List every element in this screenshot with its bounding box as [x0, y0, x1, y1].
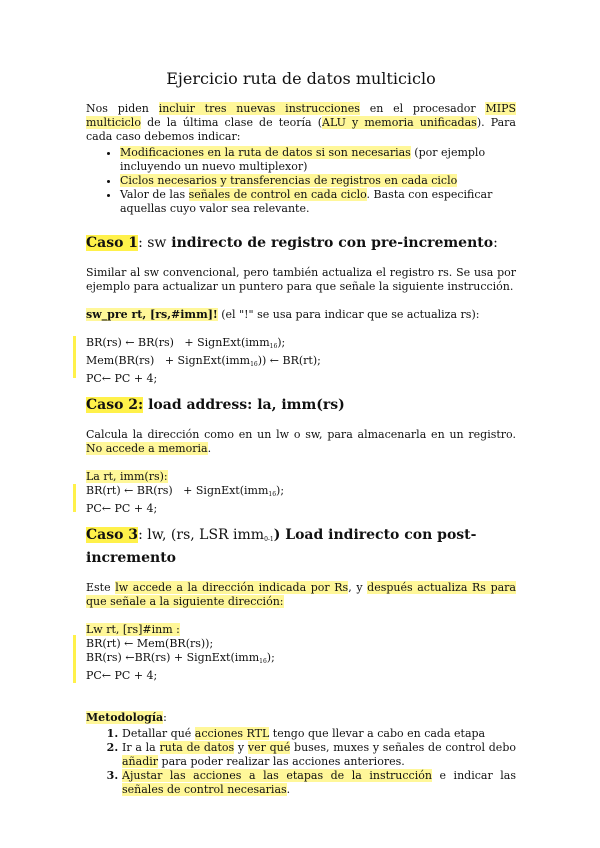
rtl-text: PC← PC + 4;: [86, 669, 158, 682]
page-title: Ejercicio ruta de datos multiciclo: [166, 69, 436, 88]
rtl-text: )) ← BR(rt);: [257, 354, 321, 367]
rtl-line: [86, 372, 516, 386]
step-text: e indicar las: [431, 769, 516, 782]
case3-desc-text: , y: [348, 581, 368, 594]
list-item: [122, 727, 516, 741]
rtl-text: );: [277, 336, 286, 349]
rtl-sub: 16: [259, 658, 267, 665]
step-text: para poder realizar las acciones anteriores.: [158, 755, 405, 768]
step-highlight: señales de control necesarias: [122, 783, 287, 796]
rtl-sub: 16: [268, 491, 277, 498]
case3-desc-text: Este: [86, 581, 116, 594]
list-item: [120, 188, 516, 216]
case3-description: [86, 581, 516, 609]
case1-sw: sw: [147, 235, 167, 251]
rtl-text: Mem(BR(rs) + SignExt(imm: [86, 354, 251, 367]
rtl-text: PC← PC + 4;: [86, 372, 158, 385]
methodology-list: [86, 727, 516, 797]
rtl-text: BR(rt) ← BR(rs) + SignExt(imm: [86, 484, 269, 497]
case3-title-sub: 0-1: [264, 536, 274, 543]
rtl-line: [86, 502, 516, 516]
intro-highlight-3: ALU y memoria unificadas: [322, 116, 477, 129]
step-highlight: Ajustar las acciones a las etapas de la instrucción: [122, 769, 432, 782]
document-body: [86, 69, 517, 797]
highlight-bar: [73, 635, 76, 683]
case2-syntax: [86, 470, 516, 484]
highlight-bar: [73, 336, 76, 378]
step-text: buses, muxes y señales de control debo: [290, 741, 516, 754]
case2-desc-text: .: [207, 442, 212, 455]
case3-rtl: [86, 637, 516, 683]
bullet-highlight: Modificaciones en la ruta de datos si son necesarias: [120, 146, 411, 159]
case2-desc-text: Calcula la dirección como en un lw o sw, para almacenarla en un registro.: [86, 428, 516, 441]
case2-description: [86, 428, 516, 456]
highlight-bar: [73, 484, 76, 512]
case1-title: indirecto de registro con pre-incremento: [166, 235, 494, 251]
rtl-sub: 16: [269, 343, 278, 350]
case3-syntax-highlight: Lw rt, [rs]#inm :: [86, 623, 180, 636]
case1-heading: [86, 234, 516, 252]
list-item: [122, 769, 516, 797]
methodology-colon: :: [163, 711, 167, 724]
case3-desc-highlight: lw accede a la dirección indicada por Rs: [115, 581, 349, 594]
list-item: [122, 741, 516, 769]
rtl-sub: 16: [250, 361, 258, 368]
step-highlight: ver qué: [247, 741, 291, 754]
rtl-line: [86, 354, 516, 372]
case2-syntax-highlight: La rt, imm(rs):: [86, 470, 168, 483]
intro-paragraph: [86, 102, 516, 144]
list-item: [120, 174, 516, 188]
intro-text: en el procesador: [359, 102, 486, 115]
case3-prefix: Caso 3: [86, 527, 139, 543]
case1-syntax-text: (el "!" se usa para indicar que se actualiza rs):: [217, 308, 480, 321]
case1-prefix: Caso 1: [86, 235, 139, 251]
intro-text: de la última clase de teoría (: [140, 116, 323, 129]
rtl-text: BR(rt) ← Mem(BR(rs));: [86, 637, 214, 650]
case1-syntax: [86, 308, 516, 322]
case1-sep: :: [138, 235, 148, 251]
rtl-line: [86, 651, 516, 669]
bullet-text: . Basta con especificar aquellas cuyo valor sea relevante.: [120, 188, 493, 215]
intro-highlight-1: incluir tres nuevas instrucciones: [158, 102, 360, 115]
case3-heading: [86, 526, 516, 567]
case1-syntax-highlight: sw_pre rt, [rs,#imm]!: [86, 308, 218, 321]
case3-title: ) Load indirecto con post-incremento: [86, 527, 477, 566]
case3-title-instr: : lw, (rs, LSR imm: [138, 527, 265, 543]
step-highlight: ruta de datos: [159, 741, 235, 754]
intro-text: Nos piden: [86, 102, 159, 115]
rtl-text: );: [266, 651, 275, 664]
case2-rtl: [86, 484, 516, 516]
requirements-list: [86, 146, 516, 216]
rtl-line: [86, 637, 516, 651]
case3-desc-highlight: después actualiza Rs para que señale a la siguiente dirección:: [86, 581, 516, 608]
list-item: [120, 146, 516, 174]
methodology-heading: [86, 711, 516, 725]
case3-syntax: [86, 623, 516, 637]
step-highlight: acciones RTL: [194, 727, 270, 740]
rtl-line: [86, 484, 516, 502]
bullet-text: Valor de las: [120, 188, 189, 201]
rtl-text: );: [276, 484, 285, 497]
case1-description: Similar al sw convencional, pero también actualiza el registro rs. Se usa por ejemplo para actualizar un puntero para que señale la siguiente instrucción.: [86, 266, 516, 293]
step-text: Ir a la: [122, 741, 160, 754]
methodology-title: Metodología: [86, 711, 164, 724]
bullet-text: (por ejemplo incluyendo un nuevo multiplexor): [120, 146, 486, 173]
case2-title: load address: la, imm(rs): [143, 397, 345, 413]
step-text: .: [286, 783, 291, 796]
rtl-line: [86, 669, 516, 683]
intro-highlight-2: MIPS multiciclo: [86, 102, 517, 129]
bullet-highlight: señales de control en cada ciclo: [188, 188, 367, 201]
bullet-highlight: Ciclos necesarios y transferencias de registros en cada ciclo: [120, 174, 458, 187]
step-text: tengo que llevar a cabo en cada etapa: [269, 727, 486, 740]
case2-desc-highlight: No accede a memoria: [86, 442, 208, 455]
case1-rtl: [86, 336, 516, 386]
rtl-text: PC← PC + 4;: [86, 502, 158, 515]
step-highlight: añadir: [122, 755, 159, 768]
step-text: Detallar qué: [122, 727, 195, 740]
case1-colon: :: [493, 235, 498, 251]
rtl-text: BR(rs) ←BR(rs) + SignExt(imm: [86, 651, 260, 664]
step-text: y: [234, 741, 248, 754]
intro-text: ). Para cada caso debemos indicar:: [86, 116, 516, 143]
case2-heading: [86, 396, 516, 414]
case2-prefix: Caso 2:: [86, 397, 144, 413]
rtl-text: BR(rs) ← BR(rs) + SignExt(imm: [86, 336, 270, 349]
rtl-line: [86, 336, 516, 354]
